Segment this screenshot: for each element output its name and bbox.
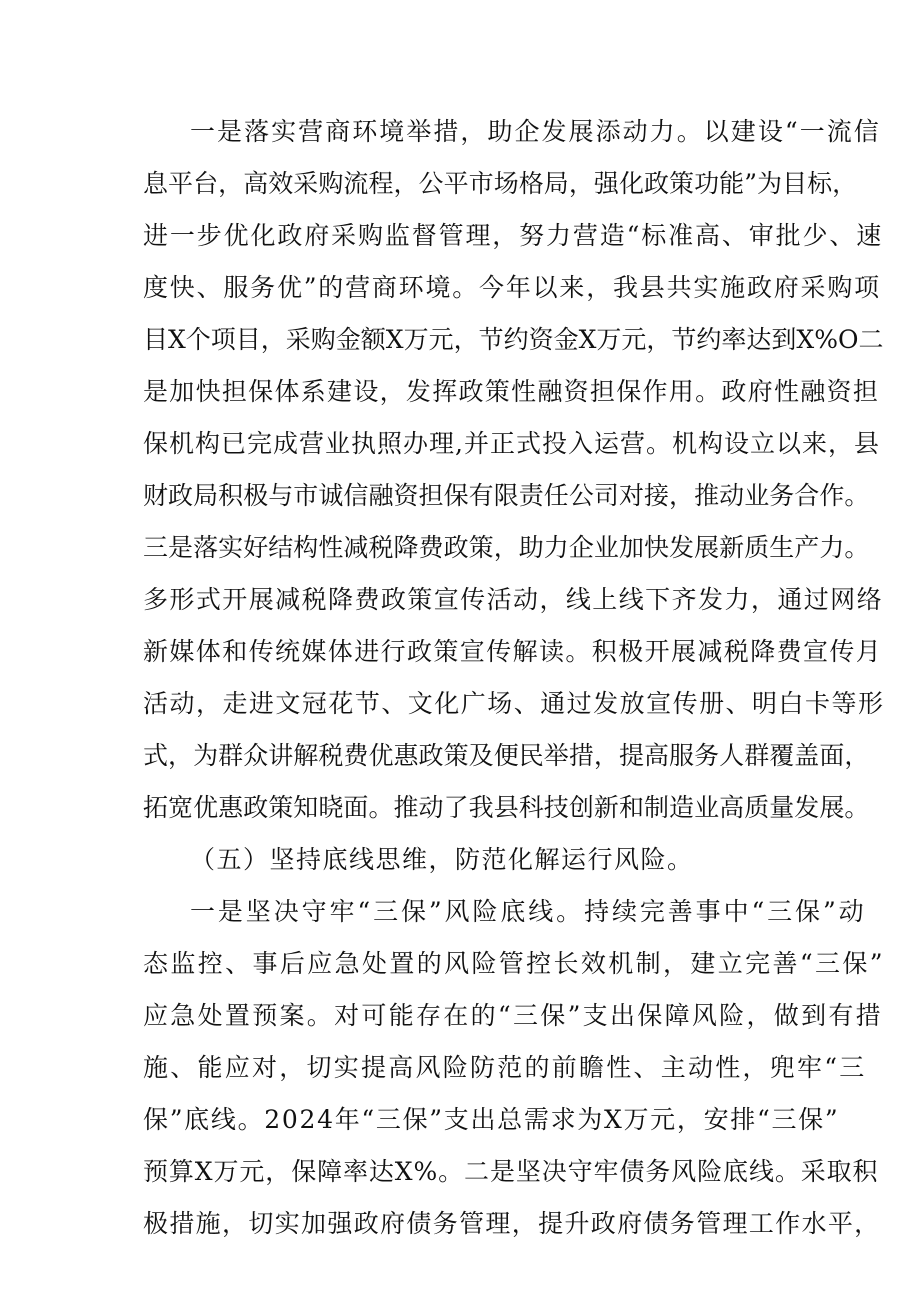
text-line-14: 拓宽优惠政策知晓面。推动了我县科技创新和制造业高质量发展。 bbox=[143, 793, 870, 822]
text-line-13: 式，为群众讲解税费优惠政策及便民举措，提高服务人群覆盖面， bbox=[143, 741, 870, 770]
text-line-16: 一是坚决守牢“三保”风险底线。持续完善事中“三保”动 bbox=[190, 897, 867, 926]
text-line-9: 三是落实好结构性减税降费政策，助力企业加快发展新质生产力。 bbox=[143, 533, 870, 562]
text-line-20: 保”底线。2024年“三保”支出总需求为X万元，安排“三保” bbox=[143, 1105, 840, 1134]
text-line-5: 目X个项目，采购金额X万元，节约资金X万元，节约率达到X%O二 bbox=[143, 325, 884, 354]
text-line-3: 进一步优化政府采购监督管理，努力营造“标准高、审批少、速 bbox=[143, 221, 884, 250]
text-line-10: 多形式开展减税降费政策宣传活动，线上线下齐发力，通过网络 bbox=[143, 585, 884, 614]
text-line-17: 态监控、事后应急处置的风险管控长效机制，建立完善“三保” bbox=[143, 949, 885, 978]
text-line-1: 一是落实营商环境举措，助企发展添动力。以建设“一流信 bbox=[190, 117, 881, 146]
text-line-12: 活动，走进文冠花节、文化广场、通过发放宣传册、明白卡等形 bbox=[143, 689, 885, 718]
section-heading: （五）坚持底线思维，防范化解运行风险。 bbox=[190, 845, 694, 874]
text-line-6: 是加快担保体系建设，发挥政策性融资担保作用。政府性融资担 bbox=[143, 377, 880, 406]
text-line-18: 应急处置预案。对可能存在的“三保”支出保障风险，做到有措 bbox=[143, 1001, 883, 1030]
text-line-2: 息平台，高效采购流程，公平市场格局，强化政策功能”为目标， bbox=[143, 169, 858, 198]
text-line-19: 施、能应对，切实提高风险防范的前瞻性、主动性，兜牢“三 bbox=[143, 1053, 867, 1082]
text-line-21: 预算X万元，保障率达X%。二是坚决守牢债务风险底线。采取积 bbox=[143, 1157, 879, 1186]
text-line-8: 财政局积极与市诚信融资担保有限责任公司对接，推动业务合作。 bbox=[143, 481, 870, 510]
text-line-22: 极措施，切实加强政府债务管理，提升政府债务管理工作水平， bbox=[143, 1209, 881, 1238]
text-line-11: 新媒体和传统媒体进行政策宣传解读。积极开展减税降费宣传月 bbox=[143, 637, 883, 666]
text-line-7: 保机构已完成营业执照办理,并正式投入运营。机构设立以来，县 bbox=[143, 429, 880, 458]
text-line-4: 度快、服务优”的营商环境。今年以来，我县共实施政府采购项 bbox=[143, 273, 881, 302]
